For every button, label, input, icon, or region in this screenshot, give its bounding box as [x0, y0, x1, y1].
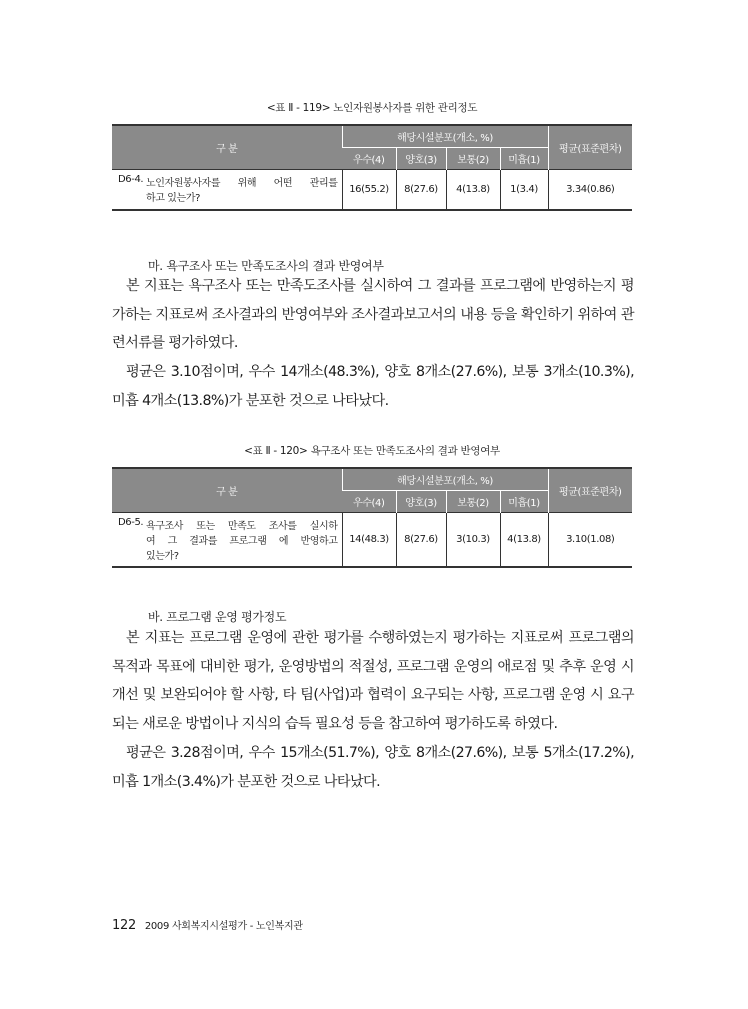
table2-question-cell [112, 513, 342, 567]
table-cell-mean: 3.10(1.08) [548, 513, 632, 567]
table1-caption: <표 Ⅱ - 119> 노인자원봉사자를 위한 관리정도 [266, 102, 478, 114]
table1-header-col: 미흡(1) [500, 148, 548, 170]
section-ba-body [112, 624, 634, 796]
page-footer [112, 917, 303, 933]
table-cell: 16(55.2) [342, 170, 396, 210]
paragraph: 본 지표는 프로그램 운영에 관한 평가를 수행하였는지 평가하는 지표로써 프로그램의 목적과 목표에 대비한 평가, 운영방법의 적절성, 프로그램 운영의 애로점 및 추후 운영 시 개선 및 보완되어야 할 사항, 타 팀(사업)과 협력이 요구되는 사항, 프로그램 운영 시 요구되는 새로운 방법이나 지식의 습득 필요성 등을 참고하여 평가하도록 하였다. [112, 630, 634, 733]
table2-header-category: 구 분 [112, 468, 342, 513]
table2-header-mean: 평균(표준편차) [548, 468, 632, 513]
table1-header-mean: 평균(표준편차) [548, 125, 632, 170]
paragraph: 본 지표는 욕구조사 또는 만족도조사를 실시하여 그 결과를 프로그램에 반영하는지 평가하는 지표로써 조사결과의 반영여부와 조사결과보고서의 내용 등을 확인하기 위하여 관련서류를 평가하였다. [112, 278, 634, 352]
table1-question-cell [112, 170, 342, 210]
table1 [112, 124, 632, 211]
section-heading: 마. 욕구조사 또는 만족도조사의 결과 반영여부 [148, 259, 384, 273]
table1-header-col: 양호(3) [396, 148, 446, 170]
section-heading: 바. 프로그램 운영 평가정도 [148, 610, 287, 624]
question-line: 욕구조사 또는 만족도 조사를 실시하 [146, 520, 338, 532]
paragraph: 평균은 3.28점이며, 우수 15개소(51.7%), 양호 8개소(27.6%), 보통 5개소(17.2%), 미흡 1개소(3.4%)가 분포한 것으로 나타났다. [112, 744, 634, 790]
running-title: 2009 사회복지시설평가 - 노인복지관 [144, 921, 303, 932]
table2 [112, 467, 632, 568]
page-number: 122 [112, 918, 136, 933]
question-line: 있는가? [146, 550, 179, 562]
section-ma-body [112, 272, 634, 416]
table-cell: 14(48.3) [342, 513, 396, 567]
table-row [112, 513, 632, 567]
table1-header-distribution: 해당시설분포(개소, %) [342, 125, 548, 148]
question-code: D6-5. [118, 516, 144, 528]
table1-header-col: 우수(4) [342, 148, 396, 170]
question-line: 하고 있는가? [146, 193, 200, 205]
table-cell-mean: 3.34(0.86) [548, 170, 632, 210]
table-cell: 3(10.3) [446, 513, 500, 567]
table-row [112, 170, 632, 210]
question-line: 노인자원봉사자를 위해 어떤 관리를 [146, 178, 338, 190]
table-cell: 8(27.6) [396, 170, 446, 210]
table2-header-col: 미흡(1) [500, 491, 548, 513]
paragraph: 평균은 3.10점이며, 우수 14개소(48.3%), 양호 8개소(27.6%), 보통 3개소(10.3%), 미흡 4개소(13.8%)가 분포한 것으로 나타났다. [112, 364, 634, 409]
table2-header-col: 우수(4) [342, 491, 396, 513]
table1-header-category: 구 분 [112, 125, 342, 170]
table2-header-col: 보통(2) [446, 491, 500, 513]
table-cell: 4(13.8) [446, 170, 500, 210]
table-cell: 8(27.6) [396, 513, 446, 567]
question-line: 여 그 결과를 프로그램 에 반영하고 [146, 535, 338, 547]
table2-header-col: 양호(3) [396, 491, 446, 513]
question-code: D6-4. [118, 174, 144, 186]
table-cell: 1(3.4) [500, 170, 548, 210]
table1-header-col: 보통(2) [446, 148, 500, 170]
table2-header-distribution: 해당시설분포(개소, %) [342, 468, 548, 491]
table2-caption: <표 Ⅱ - 120> 욕구조사 또는 만족도조사의 결과 반영여부 [244, 445, 500, 457]
table-cell: 4(13.8) [500, 513, 548, 567]
